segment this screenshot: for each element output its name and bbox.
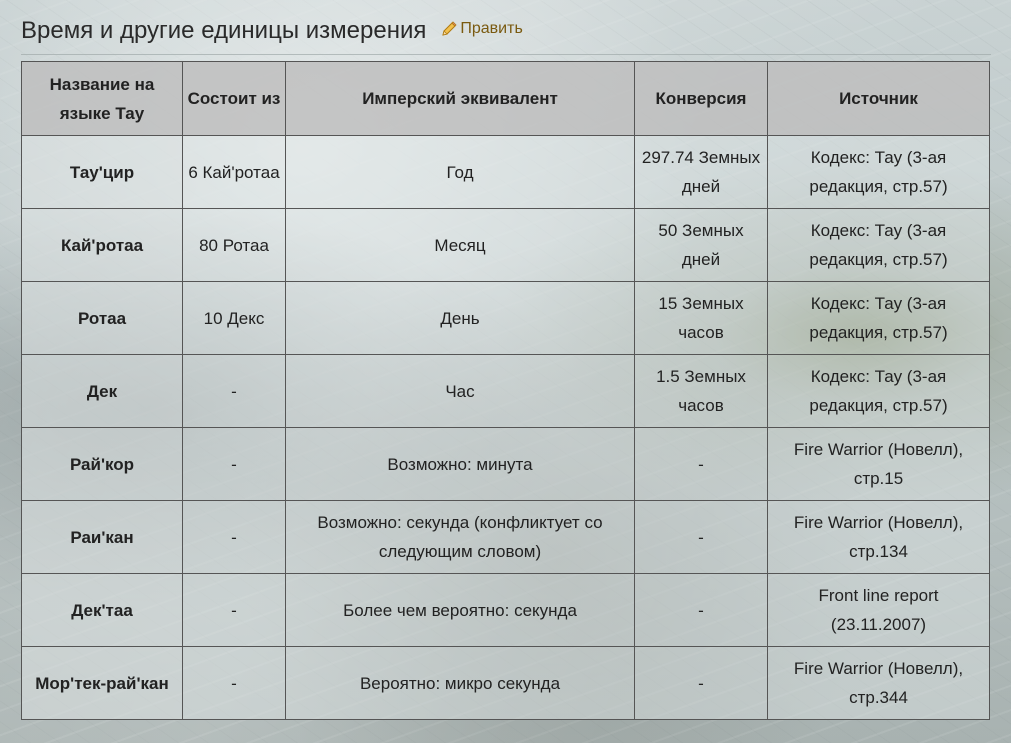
cell-source: Front line report (23.11.2007)	[768, 574, 990, 647]
table-row	[22, 355, 990, 428]
table-row	[22, 136, 990, 209]
cell-name: Тау'цир	[22, 136, 183, 209]
cell-name: Кай'ротаа	[22, 209, 183, 282]
table-row	[22, 501, 990, 574]
cell-conversion: -	[635, 428, 768, 501]
cell-conversion: 1.5 Земных часов	[635, 355, 768, 428]
cell-source: Кодекс: Тау (3-ая редакция, стр.57)	[768, 209, 990, 282]
cell-imperial: Год	[286, 136, 635, 209]
table-row	[22, 282, 990, 355]
header-imperial: Имперский эквивалент	[286, 62, 635, 136]
cell-conversion: -	[635, 647, 768, 720]
cell-source: Fire Warrior (Новелл), стр.15	[768, 428, 990, 501]
edit-link-label: Править	[460, 20, 523, 37]
cell-conversion: 297.74 Земных дней	[635, 136, 768, 209]
cell-imperial: Месяц	[286, 209, 635, 282]
cell-imperial: День	[286, 282, 635, 355]
cell-consists: 6 Кай'ротаа	[183, 136, 286, 209]
cell-consists: 80 Ротаа	[183, 209, 286, 282]
edit-link[interactable]	[440, 20, 522, 38]
section-title: Время и другие единицы измерения	[21, 17, 427, 44]
cell-source: Fire Warrior (Новелл), стр.134	[768, 501, 990, 574]
header-consists: Состоит из	[183, 62, 286, 136]
units-table	[21, 61, 990, 720]
cell-source: Кодекс: Тау (3-ая редакция, стр.57)	[768, 355, 990, 428]
header-conversion: Конверсия	[635, 62, 768, 136]
cell-name: Дек	[22, 355, 183, 428]
table-row	[22, 209, 990, 282]
cell-imperial: Более чем вероятно: секунда	[286, 574, 635, 647]
cell-conversion: -	[635, 574, 768, 647]
cell-consists: -	[183, 355, 286, 428]
cell-consists: -	[183, 501, 286, 574]
table-row	[22, 574, 990, 647]
cell-consists: 10 Декс	[183, 282, 286, 355]
cell-consists: -	[183, 574, 286, 647]
cell-source: Кодекс: Тау (3-ая редакция, стр.57)	[768, 136, 990, 209]
table-row	[22, 428, 990, 501]
cell-name: Дек'таа	[22, 574, 183, 647]
cell-conversion: -	[635, 501, 768, 574]
table-row	[22, 647, 990, 720]
cell-name: Рай'кор	[22, 428, 183, 501]
cell-imperial: Возможно: минута	[286, 428, 635, 501]
cell-imperial: Час	[286, 355, 635, 428]
cell-conversion: 15 Земных часов	[635, 282, 768, 355]
cell-source: Fire Warrior (Новелл), стр.344	[768, 647, 990, 720]
cell-conversion: 50 Земных дней	[635, 209, 768, 282]
cell-consists: -	[183, 647, 286, 720]
cell-source: Кодекс: Тау (3-ая редакция, стр.57)	[768, 282, 990, 355]
section-heading	[21, 14, 991, 55]
header-tau-name: Название на языке Тау	[22, 62, 183, 136]
cell-consists: -	[183, 428, 286, 501]
header-source: Источник	[768, 62, 990, 136]
cell-imperial: Возможно: секунда (конфликтует со следующим словом)	[286, 501, 635, 574]
cell-imperial: Вероятно: микро секунда	[286, 647, 635, 720]
cell-name: Раи'кан	[22, 501, 183, 574]
cell-name: Мор'тек-рай'кан	[22, 647, 183, 720]
pencil-icon	[440, 20, 458, 38]
table-header-row	[22, 62, 990, 136]
cell-name: Ротаа	[22, 282, 183, 355]
